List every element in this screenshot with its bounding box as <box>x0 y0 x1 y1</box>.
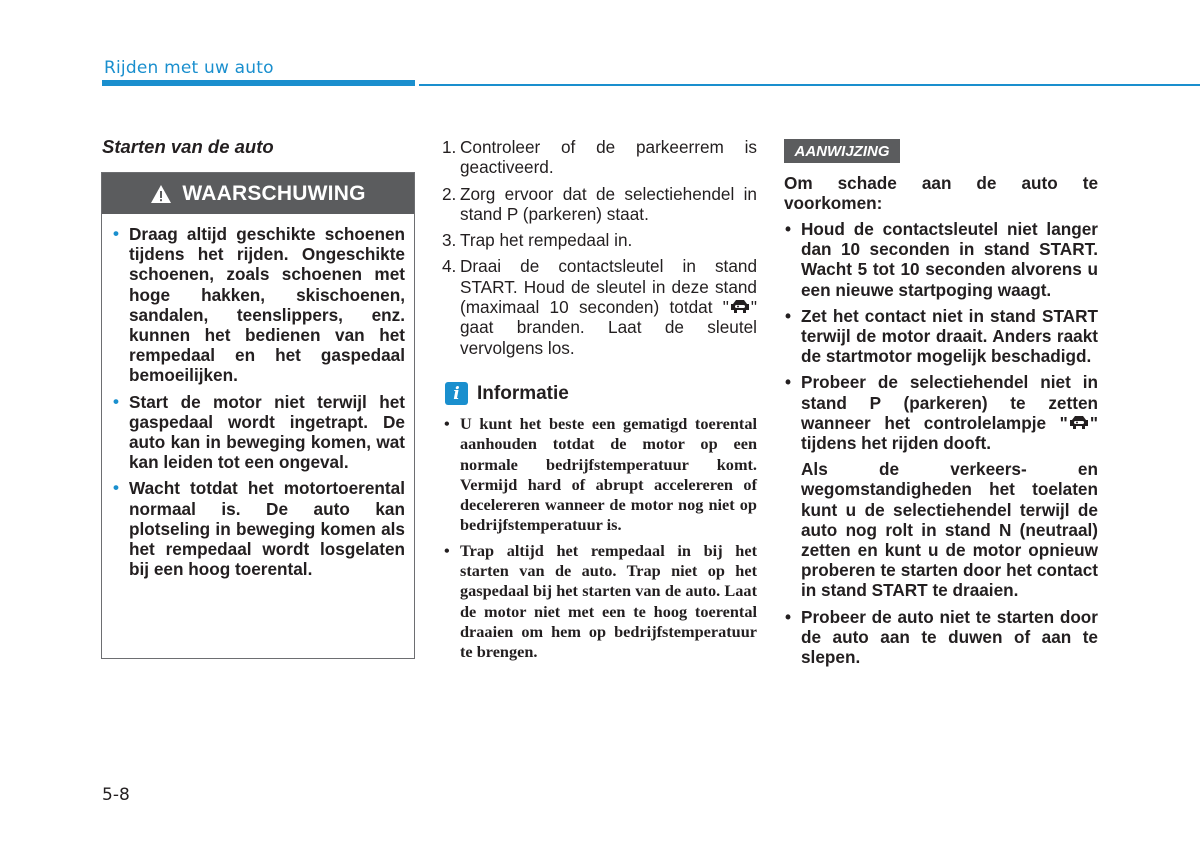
running-header: Rijden met uw auto <box>104 58 274 78</box>
note-item <box>784 372 1098 600</box>
info-icon: i <box>445 382 468 405</box>
note-item: • Zet het contact niet in stand START terwijl de motor draait. Anders raakt de startmotor mogelijk beschadigd. <box>784 306 1098 367</box>
info-list <box>443 414 757 668</box>
note-list <box>784 219 1098 673</box>
immobilizer-key-indicator-icon <box>1068 415 1090 431</box>
page-number: 5-8 <box>102 785 130 805</box>
warning-item: • Wacht totdat het motortoerental normaal is. De auto kan plotseling in beweging komen als het rempedaal wordt losgelaten bij een hoog toerental. <box>113 478 405 579</box>
warning-header <box>102 173 414 214</box>
step-text: Trap het rempedaal in. <box>460 230 633 251</box>
warning-title: WAARSCHUWING <box>182 181 366 205</box>
note-item-paragraph <box>801 372 1098 453</box>
warning-triangle-icon <box>150 184 172 204</box>
step-text: Controleer of de parkeerrem is geactiveerd. <box>460 137 757 178</box>
warning-box <box>101 172 415 659</box>
note-text-after: " tijdens het rijden dooft. <box>801 412 1098 454</box>
warning-list <box>102 214 414 579</box>
step-item <box>441 137 757 178</box>
note-label: AANWIJZING <box>784 139 900 163</box>
note-item: • Houd de contactsleutel niet langer dan 10 seconden in stand START. Wacht 5 tot 10 seconden alvorens u een nieuwe startpoging waagt. <box>784 219 1098 300</box>
step-item <box>441 230 757 250</box>
step-number: 3. <box>442 230 457 251</box>
step-text-before: Draai de contactsleutel in stand START. Houd de sleutel in deze stand (maximaal 10 seconden) totdat " <box>460 256 757 318</box>
step-number: 1. <box>442 137 457 157</box>
header-rule-thin <box>419 84 1200 86</box>
note-text-before: Probeer de selectiehendel niet in stand P (parkeren) te zetten wanneer het controlelampje " <box>801 372 1098 433</box>
warning-item: • Draag altijd geschikte schoenen tijdens het rijden. Ongeschikte schoenen, zoals schoenen met hoge hakken, skischoenen, sandalen, teenslippers, enz. kunnen het bedienen van het rempedaal en het gaspedaal bemoeilijken. <box>113 224 405 386</box>
step-text: Zorg ervoor dat de selectiehendel in stand P (parkeren) staat. <box>460 183 757 224</box>
step-item <box>441 184 757 225</box>
step-item <box>441 256 757 357</box>
header-rule-thick <box>102 80 415 86</box>
info-item: • U kunt het beste een gematigd toerental aanhouden totdat de motor op een normale bedrijfstemperatuur komt. Vermijd hard of abrupt accelereren of decelereren wanneer de motor nog niet op bedrijfstemperatuur is. <box>443 414 757 536</box>
section-heading: Starten van de auto <box>102 136 274 157</box>
note-item: • Probeer de auto niet te starten door de auto aan te duwen of aan te slepen. <box>784 607 1098 668</box>
info-heading <box>445 382 569 405</box>
step-number: 4. <box>442 256 457 277</box>
warning-item: • Start de motor niet terwijl het gaspedaal wordt ingetrapt. De auto kan in beweging komen, wat kan leiden tot een ongeval. <box>113 392 405 473</box>
step-number: 2. <box>442 183 457 204</box>
info-title: Informatie <box>477 382 569 404</box>
note-item-paragraph: Als de verkeers- en wegomstandigheden het toelaten kunt u de selectiehendel terwijl de auto nog rolt in stand N (neutraal) zetten en kunt u de motor opnieuw proberen te starten door het contact in stand START te draaien. <box>801 459 1098 601</box>
note-intro: Om schade aan de auto te voorkomen: <box>784 173 1098 214</box>
step-text-after: " gaat branden. Laat de sleutel vervolgens los. <box>460 297 757 358</box>
start-steps-list <box>441 137 757 364</box>
immobilizer-key-indicator-icon <box>729 299 751 315</box>
info-item: • Trap altijd het rempedaal in bij het starten van de auto. Trap niet op het gaspedaal bij het starten van de auto. Laat de motor niet met een te hoog toerental draaien om hem op bedrijfstemperatuur te brengen. <box>443 541 757 663</box>
